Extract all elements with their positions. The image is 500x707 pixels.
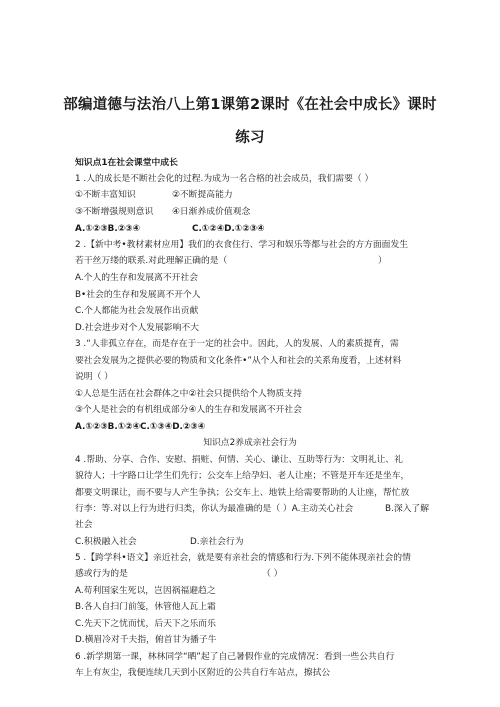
q6-stem-line1: 6 .新学期第一课，林林同学“晒”起了自己暑假作业的完成情况：看到一些公共自行 (75, 652, 395, 662)
q3-options-12: ①人总是生活在社会群体之中②社会只提供给个人物质支持 (75, 389, 302, 399)
q5-stem-line1: 5 .【跨学科•语文】亲近社会，就是要有亲社会的情感和行为.下列不能体现亲社会的情 (75, 553, 411, 563)
q1-option-2: ②不断提高能力 (172, 190, 233, 200)
q4-option-b: B.深入了解 (385, 504, 430, 514)
q3-options-34: ③个人是社会的有机组成部分④人的生存和发展离不开社会 (75, 405, 302, 415)
q5-option-b: B.各人自扫门前笺，休管他人瓦上霜 (75, 602, 216, 612)
q4-option-c: C.积极融入社会 (75, 537, 137, 547)
q4-option-d: D.亲社会行为 (190, 537, 244, 547)
q4-stem-line5: 社会 (75, 520, 93, 530)
q4-stem-line3: 都要文明课让，而不要与人产生争执；公交车上、地铁上给需要帮助的人让座，帮忙放 (75, 488, 410, 498)
q5-stem-line2: 感或行为的是 (75, 569, 128, 579)
knowledge-point-2-heading: 知识点2养成亲社会行为 (203, 438, 297, 448)
q1-answers-cd: C.①②④D.①②③④ (192, 224, 265, 234)
q5-option-d: D.横眉冷对千夫指，俯首甘为播子牛 (75, 635, 217, 645)
q2-stem-line1: 2 .【新中考•教材素材应用】我们的衣食住行、学习和娱乐等都与社会的方方面面发生 (75, 240, 409, 250)
q2-option-d: D.社会进步对个人发展影响不大 (75, 323, 199, 333)
doc-title-line1: 部编道德与法治八上第1课第2课时《在社会中成长》课时 (63, 97, 437, 113)
q3-stem-line3: 说明（ ） (75, 372, 113, 382)
q4-stem-line4: 行李：等.对以上行为进行归类，你认为最准确的是（ ）A.主动关心社会 (75, 504, 354, 514)
q4-stem-line1: 4 .帮助、分享、合作、安慰、捐赃、何情、关心、谦让、互助等行为：文明礼让、礼 (75, 455, 403, 465)
q1-option-4: ④日渐养成价值观念 (172, 207, 251, 217)
q1-option-1: ①不断丰富知识 (75, 190, 136, 200)
q5-paren: （ ） (262, 569, 283, 579)
q3-answers: A.①②③B.①②④C.①③④D.②③④ (75, 422, 206, 432)
q1-option-3: ③不断增强规则意识 (75, 207, 154, 217)
q2-option-c: C.个人都能为社会发展作出贡献 (75, 306, 199, 316)
q5-option-c: C.先天下之忧而忧，后天下之乐而乐 (75, 619, 216, 629)
q3-stem-line1: 3 .“人非孤立存在，而是存在于一定的社会中。因此，人的发展、人的素质提育，需 (75, 339, 399, 349)
q2-option-b: B•社会的生存和发展离不开个人 (75, 290, 201, 300)
q3-stem-line2: 要社会发展为之提供必要的物质和文化条件•”从个人和社会的关系角度看，上述材料 (75, 356, 402, 366)
q5-option-a: A.苟利国家生死以，岂因祸福避趋之 (75, 586, 216, 596)
q2-paren-close: ） (378, 256, 387, 266)
q1-answers-ab: A.①②③B.②③④ (75, 224, 141, 234)
q2-option-a: A.个人的生存和发展离不开社会 (75, 273, 199, 283)
q4-stem-line2: 貌待人；十字路口让学生们先行；公交车上给孕妇、老人让座；不管是开车还是坐车， (75, 471, 410, 481)
q1-stem: 1 .人的成长是不断社会化的过程.为成为一名合格的社会成员，我们需要（ ） (75, 174, 374, 184)
knowledge-point-1-heading: 知识点1在社会课堂中成长 (75, 158, 178, 168)
q6-stem-line2: 车上有灰尘，我便连续几天到小区附近的公共自行车站点，擦拭公 (75, 668, 331, 678)
q2-stem-line2: 若干丝万缕的联系.对此理解正确的是（ (75, 256, 228, 266)
doc-title-line2: 练习 (235, 130, 265, 146)
